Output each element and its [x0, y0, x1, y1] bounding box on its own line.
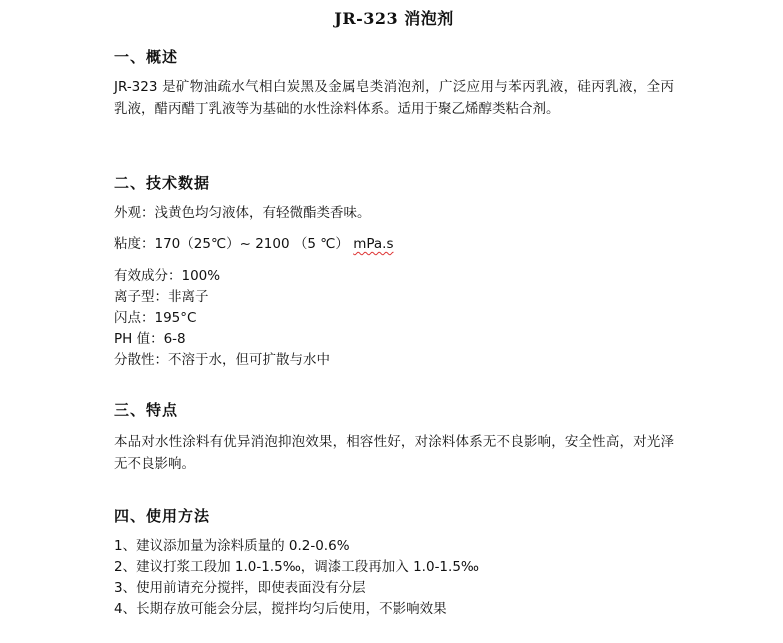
viscosity-value: 粘度：170（25℃）~ 2100 （5 ℃）: [114, 236, 349, 252]
viscosity-unit: mPa.s: [353, 236, 394, 252]
overview-paragraph: JR-323 是矿物油疏水气相白炭黑及金属皂类消泡剂，广泛应用与苯丙乳液，硅丙乳液，全丙乳液，醋丙醋丁乳液等为基础的水性涂料体系。适用于聚乙烯醇类粘合剂。: [114, 79, 674, 117]
usage-item: 3、使用前请充分搅拌，即使表面没有分层: [114, 580, 366, 596]
tech-active-content: 有效成分：100%: [114, 268, 221, 284]
section-heading-usage: 四、使用方法: [114, 507, 211, 525]
tech-ph-value: PH 值：6-8: [114, 331, 186, 347]
section-heading-overview: 一、概述: [114, 48, 179, 66]
document-title: JR-323 消泡剂: [334, 9, 454, 28]
features-paragraph: 本品对水性涂料有优异消泡抑泡效果，相容性好，对涂料体系无不良影响，安全性高，对光泽无不良影响。: [114, 434, 674, 472]
section-heading-features: 三、特点: [114, 401, 179, 419]
tech-ionic-type: 离子型：非离子: [114, 289, 209, 305]
usage-item: 2、建议打浆工段加 1.0-1.5‰，调漆工段再加入 1.0-1.5‰: [114, 559, 480, 575]
usage-item: 1、建议添加量为涂料质量的 0.2-0.6%: [114, 538, 350, 554]
tech-dispersion: 分散性：不溶于水，但可扩散与水中: [114, 352, 330, 368]
usage-item: 4、长期存放可能会分层，搅拌均匀后使用，不影响效果: [114, 601, 447, 617]
tech-viscosity: [114, 234, 394, 255]
tech-flash-point: 闪点：195°C: [114, 310, 197, 326]
tech-appearance: 外观：浅黄色均匀液体，有轻微酯类香味。: [114, 205, 371, 221]
section-heading-tech-data: 二、技术数据: [114, 174, 211, 192]
